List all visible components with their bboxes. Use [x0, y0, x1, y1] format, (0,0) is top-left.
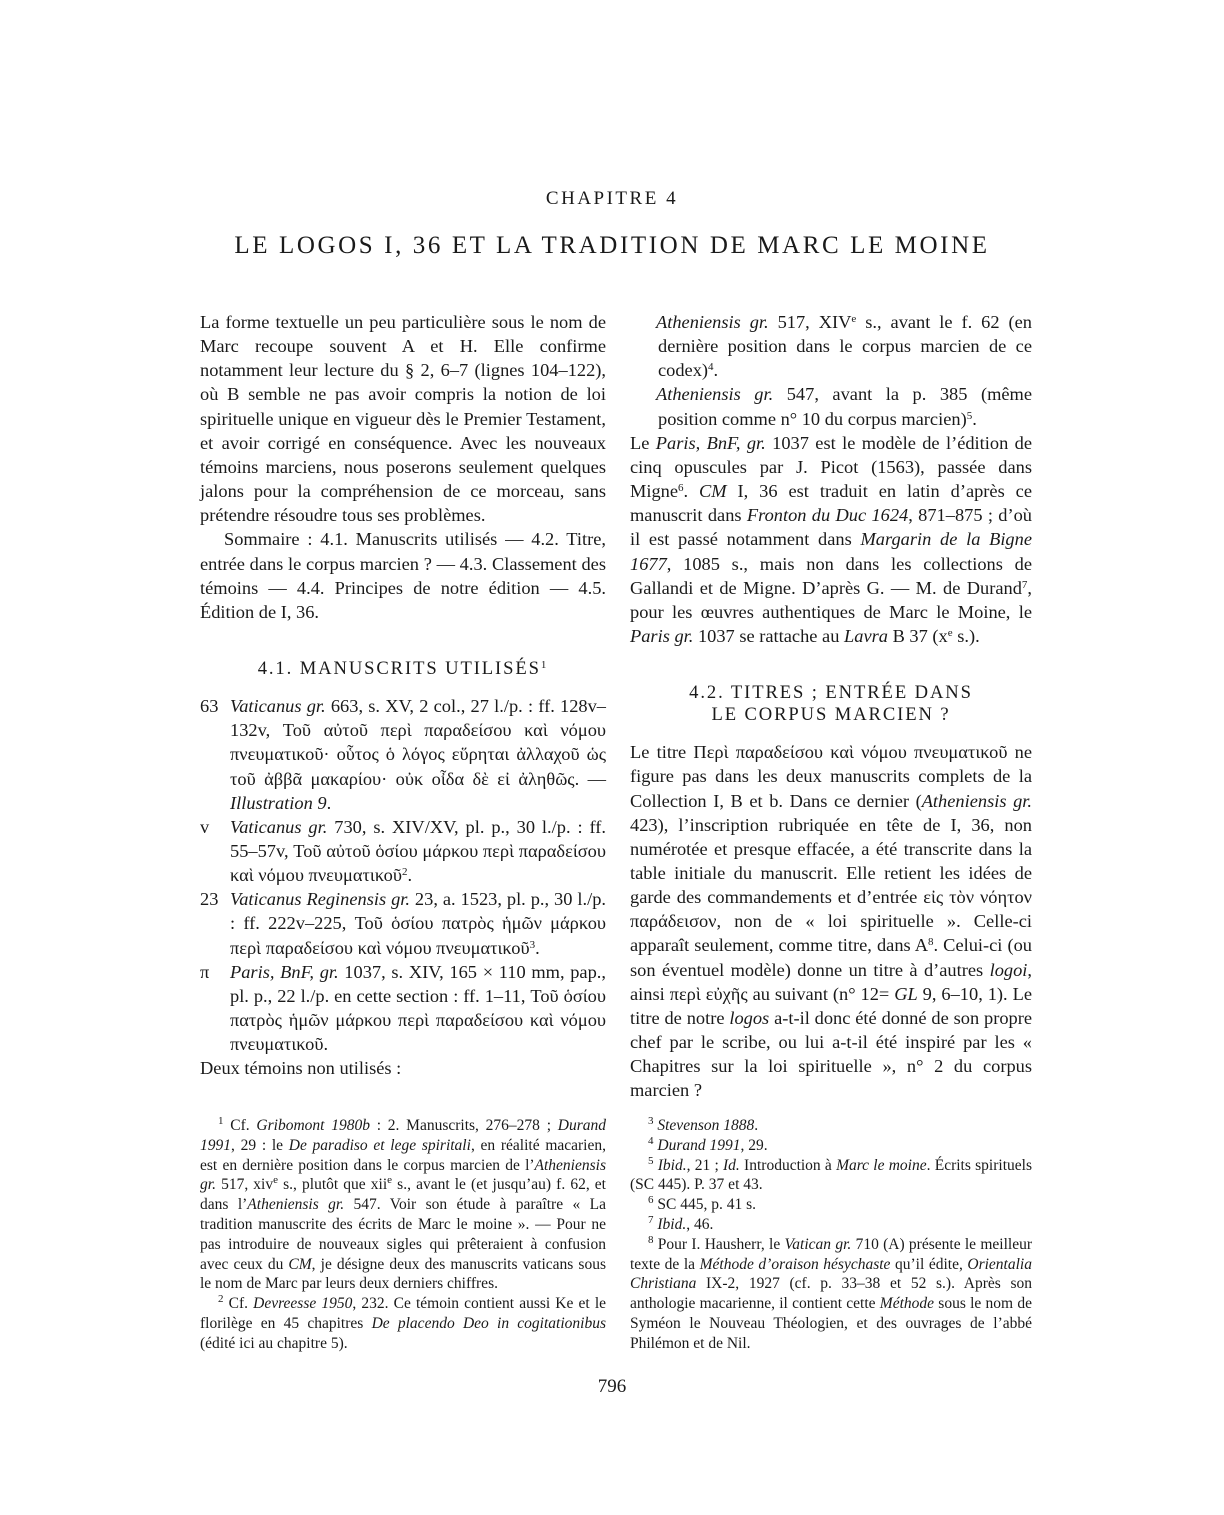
- footnote-ref: 2: [401, 866, 408, 879]
- illustration-ref: Illustration 9: [230, 792, 327, 813]
- footnote-ref: 1: [540, 659, 549, 672]
- section-heading-4-2: [630, 682, 1032, 726]
- footnotes-left: [200, 1116, 606, 1354]
- manuscript-desc: 1037, s. XIV, 165 × 110 mm, pap., pl. p., 22 l./p. en cette section : ff. 1–11, Τοῦ ὁσίου πατρὸς ἡμῶν μάρκου περὶ παραδείσου καὶ νόμου πνευματικοῦ: [230, 961, 606, 1055]
- section-heading-4-1: [200, 658, 606, 680]
- footnote-3: $^3$ Stevenson 1888.: [648, 1115, 759, 1134]
- manuscript-desc: 517, XIV: [768, 312, 852, 332]
- manuscript-name: Atheniensis gr.: [656, 312, 769, 332]
- footnote-ref: 5: [966, 409, 973, 422]
- footnote-ref: 3: [529, 938, 536, 951]
- manuscript-name: Atheniensis gr.: [656, 384, 774, 405]
- manuscript-end: .: [326, 792, 332, 813]
- manuscript-name: Vaticanus Reginensis gr.: [230, 889, 410, 910]
- titles-paragraph: Le titre Περὶ παραδείσου καὶ νόμου πνευματικοῦ ne figure pas dans les deux manuscrits complets de la Collection I, B et b. Dans ce dernier (Atheniensis gr. 423), l’inscription rubriquée en tête de I, 36, non numérotée et presque effacée, a été transcrite dans la table initiale du manuscrit. Elle retient les idées de garde des commandements et d’entrée εἰς τὸν νόητον παράδεισον, non de « loi spirituelle ». Celle-ci apparaît seulement, comme titre, dans $A^8$. Celui-ci (ou son éventuel modèle) donne un titre à d’autres logoi, ainsi περὶ εὐχῆς au suivant (n° 12= GL 9, 6–10, 1). Le titre de notre logos a-t-il donc été donné de son propre chef par le scribe, ou lui a-t-il été inspiré par les « Chapitres sur la loi spirituelle », n° 2 du corpus marcien ?: [630, 742, 1032, 1101]
- section-title-line-1: 4.2. TITRES ; ENTRÉE DANS: [689, 682, 973, 704]
- intro-paragraph: La forme textuelle un peu particulière sous le nom de Marc recoupe souvent A et H. Elle confirme notamment leur lecture du § 2, 6–7 (lignes 104–122), où B semble ne pas avoir compris la notion de loi spirituelle unique en vigueur dès le Premier Testament, et avoir corrigé en conséquence. Avec les nouveaux témoins marciens, nous poserons seulement quelques jalons pour la compréhension de ce morceau, sans prétendre résoudre tous ses problèmes.: [200, 312, 606, 526]
- siglum: π: [200, 961, 210, 982]
- left-column: [200, 310, 606, 1081]
- manuscript-end: .: [407, 865, 413, 886]
- chapter-label: CHAPITRE 4: [545, 188, 679, 209]
- unused-witnesses-intro: Deux témoins non utilisés :: [200, 1058, 402, 1079]
- manuscript-entry: [200, 960, 606, 1057]
- footnote-ref: 7: [1021, 578, 1028, 591]
- superscript: e: [851, 313, 857, 325]
- siglum: 63: [200, 696, 219, 717]
- chapter-title: LE LOGOS I, 36 ET LA TRADITION DE MARC LE MOINE: [234, 232, 990, 259]
- summary-paragraph: Sommaire : 4.1. Manuscrits utilisés — 4.2. Titre, entrée dans le corpus marcien ? — 4.3. Classement des témoins — 4.4. Principes de notre édition — 4.5. Édition de I, 36.: [200, 529, 606, 622]
- manuscript-name: Paris, BnF, gr.: [230, 961, 339, 982]
- manuscript-entry: [200, 815, 606, 887]
- footnote-4: $^4$ Durand 1991, 29.: [648, 1134, 768, 1154]
- siglum: 23: [200, 889, 219, 910]
- manuscript-end: .: [535, 937, 540, 958]
- section-title-line-2: LE CORPUS MARCIEN ?: [711, 704, 951, 726]
- manuscript-desc: 730, s. XIV/XV, pl. p., 30 l./p. : ff. 55–57v, Τοῦ αὐτοῦ ὁσίου μάρκου περὶ παραδείσου καὶ νόμου πνευματικοῦ: [230, 816, 606, 886]
- manuscript-name: Vaticanus gr.: [230, 696, 326, 717]
- unused-witness-2: Atheniensis gr. 547, avant la p. 385 (même position comme n° 10 du corpus marcien)$^5$.: [656, 384, 1033, 429]
- footnote-7: $^7$ Ibid., 46.: [648, 1213, 714, 1233]
- footnote-ref: 4: [708, 361, 714, 374]
- footnote-1: $^1$ Cf. Gribomont 1980b : 2. Manuscrits, 276–278 ; Durand 1991, 29 : le De paradiso et lege spiritali, en réalité macarien, est en dernière position dans le corpus marcien de l’Atheniensis gr. 517, xiv$^e$ s., plutôt que xii$^e$ s., avant le (et jusqu’au) f. 62, et dans l’Atheniensis gr. 547. Voir son étude à paraître « La tradition manuscrite des écrits de Marc le moine ». — Pour ne pas introduire de nouveaux sigles qui prêteraient à confusion avec ceux du CM, je désigne deux des manuscrits vaticans sous le nom de Marc par leurs deux derniers chiffres.: [200, 1115, 606, 1293]
- right-column: [630, 310, 1032, 1103]
- footnotes-right: [630, 1116, 1032, 1354]
- page-number: 796: [597, 1376, 627, 1397]
- manuscript-end: .: [323, 1034, 329, 1055]
- section-title: 4.1. MANUSCRITS UTILISÉS: [257, 658, 541, 680]
- siglum: v: [200, 816, 210, 837]
- footnote-2: $^2$ Cf. Devreesse 1950, 232. Ce témoin contient aussi Ke et le florilège en 45 chapitres De placendo Deo in cogitationibus (édité ici au chapitre 5).: [200, 1293, 607, 1352]
- manuscript-entry: [200, 887, 606, 959]
- footnote-6: $^6$ SC 445, p. 41 s.: [648, 1194, 756, 1214]
- paris-paragraph: Le Paris, BnF, gr. 1037 est le modèle de l’édition de cinq opuscules par J. Picot (1563), passée dans Migne$^6$. CM I, 36 est traduit en latin d’après ce manuscrit dans Fronton du Duc 1624, 871–875 ; d’où il est passé notamment dans Margarin de la Bigne 1677, 1085 s., mais non dans les collections de Gallandi et de Migne. D’après G. — M. de Durand$^7$, pour les œuvres authentiques de Marc le Moine, le Paris gr. 1037 se rattache au Lavra B 37 ($x^e$ s.).: [630, 432, 1033, 647]
- manuscript-desc: 23, a. 1523, pl. p., 30 l./p. : ff. 222v–225, Τοῦ ὁσίου πατρὸς ἡμῶν μάρκου περὶ παραδείσου καὶ νόμου πνευματικοῦ: [230, 889, 606, 958]
- manuscript-name: Vaticanus gr.: [230, 816, 328, 837]
- unused-witness-1: Atheniensis gr. 517, XIVe s., avant le f. 62 (en dernière position dans le corpus marcien de ce codex)$^4$.: [656, 312, 1032, 381]
- manuscript-desc: s., avant le f. 62 (en dernière position dans le corpus marcien de ce codex): [658, 312, 1032, 381]
- footnote-5: $^5$ Ibid., 21 ; Id. Introduction à Marc le moine. Écrits spirituels (SC 445). P. 37 et 43.: [630, 1154, 1032, 1194]
- footnote-ref: 8: [928, 936, 934, 949]
- manuscript-desc: 547, avant la p. 385 (même position comme n° 10 du corpus marcien): [658, 384, 1033, 429]
- manuscript-desc: 663, s. XV, 2 col., 27 l./p. : ff. 128v–132v, Τοῦ αὐτοῦ περὶ παραδείσου καὶ νόμου πνευματικοῦ· οὗτος ὁ λόγος εὕρηται ἀλλαχοῦ ὡς τοῦ ἀββᾶ μακαρίου· οὐκ οἶδα δὲ εἰ ἀληθῶς. —: [230, 696, 606, 789]
- manuscript-entry: [200, 694, 606, 815]
- footnote-8: $^8$ Pour I. Hausherr, le Vatican gr. 710 (A) présente le meilleur texte de la Méthode d’oraison hésychaste qu’il édite, Orientalia Christiana IX-2, 1927 (cf. p. 33–38 et 52 s.). Après son anthologie macarienne, il contient cette Méthode sous le nom de Syméon le Nouveau Théologien, et des ouvrages de l’abbé Philémon et de Nil.: [630, 1233, 1032, 1352]
- footnote-ref: 6: [678, 482, 684, 495]
